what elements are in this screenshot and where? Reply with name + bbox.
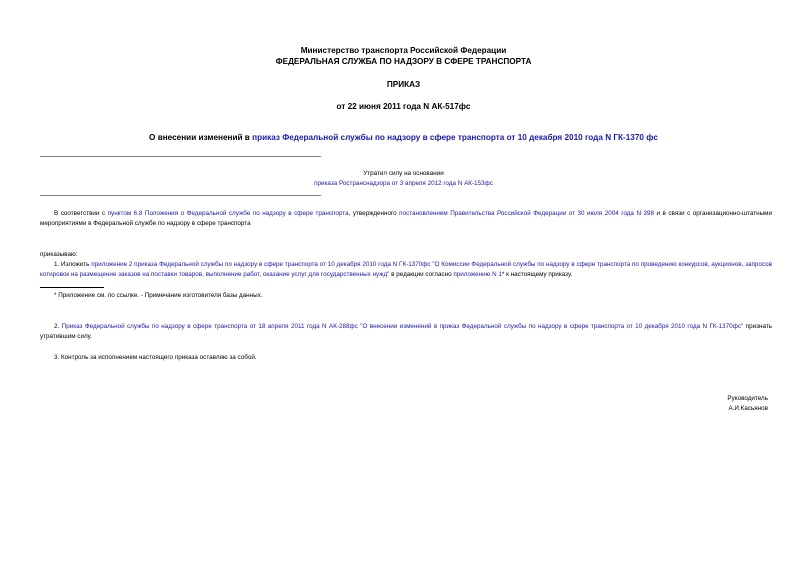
- government-decree-link[interactable]: постановлением Правительства Российской Федерации от 30 июля 2004 года N 398: [399, 210, 655, 217]
- repeal-status-text: Утратил силу на основании: [363, 170, 444, 177]
- order-word: приказываю:: [40, 251, 78, 258]
- repealed-order-link[interactable]: Приказ Федеральной службы по надзору в сфере транспорта от 18 апреля 2011 года N АК-288фс "О внесении изменений в приказ Федеральной службы по надзору в сфере транспорта от 10 декабря 2010 года N ГК-1370фс": [61, 323, 744, 330]
- doc-date-number: от 22 июня 2011 года N АК-517фс: [336, 102, 471, 111]
- signature-name: А.И.Касьянов: [728, 404, 768, 412]
- service-heading: ФЕДЕРАЛЬНАЯ СЛУЖБА ПО НАДЗОРУ В СФЕРЕ ТРАНСПОРТА: [275, 57, 532, 66]
- divider-top: [40, 156, 321, 157]
- footnote-text: * Приложение см. по ссылке. - Примечание изготовителя базы данных.: [54, 292, 263, 299]
- title-amended-order-link[interactable]: приказ Федеральной службы по надзору в сфере транспорта от 10 декабря 2010 года N ГК-1370 фс: [252, 133, 658, 142]
- appendix-1-link[interactable]: приложению N 1: [453, 270, 502, 278]
- footnote-rule: [40, 287, 104, 288]
- title-prefix: О внесении изменений в: [149, 133, 253, 142]
- document-title: [0, 133, 807, 143]
- divider-bottom: [40, 195, 321, 196]
- item-1-paragraph: 1. Изложить приложение 2 приказа Федеральной службы по надзору в сфере транспорта от 10 декабря 2010 года N ГК-1370фс "О Комиссии Федеральной службы по надзору в сфере транспорта по проведению конкурсов, аукционов, запросов котировок на размещение заказов на поставки товаров, выполнение работ, оказание услуг для государственных нужд" в редакции согласно приложению N 1* к настоящему приказу.: [40, 261, 772, 278]
- preamble-paragraph: В соответствии с пунктом 6.8 Положения о Федеральной службе по надзору в сфере транспорта, утвержденного постановлением Правительства Российской Федерации от 30 июля 2004 года N 398 и в связи с организационно-штатными мероприятиями в Федеральной службе по надзору в сфере транспорта: [40, 210, 772, 227]
- repeal-status-block: [302, 169, 505, 188]
- item-3-paragraph: 3. Контроль за исполнением настоящего приказа оставляю за собой.: [54, 354, 257, 361]
- doc-type-heading: ПРИКАЗ: [386, 80, 421, 89]
- signature-block: [690, 394, 768, 413]
- repeal-order-link[interactable]: приказа Ространснадзора от 3 апреля 2012 года N АК-153фс: [314, 179, 493, 187]
- appendix-2-link[interactable]: приложение 2 приказа Федеральной службы по надзору в сфере транспорта от 10 декабря 2010 года N ГК-1370фс "О Комиссии Федеральной службы по надзору в сфере транспорта по проведению конкурсов, аукционов, запросов котировок на размещение заказов на поставки товаров, выполнение работ, оказание услуг для государственных нужд": [40, 261, 772, 278]
- signature-position: Руководитель: [727, 395, 768, 402]
- regulation-point-link[interactable]: пунктом 6.8 Положения о Федеральной службе по надзору в сфере транспорта: [107, 210, 349, 217]
- item-2-paragraph: 2. Приказ Федеральной службы по надзору в сфере транспорта от 18 апреля 2011 года N АК-288фс "О внесении изменений в приказ Федеральной службы по надзору в сфере транспорта от 10 декабря 2010 года N ГК-1370фс" признать утратившим силу.: [40, 323, 773, 340]
- ministry-heading: Министерство транспорта Российской Федерации: [300, 46, 507, 55]
